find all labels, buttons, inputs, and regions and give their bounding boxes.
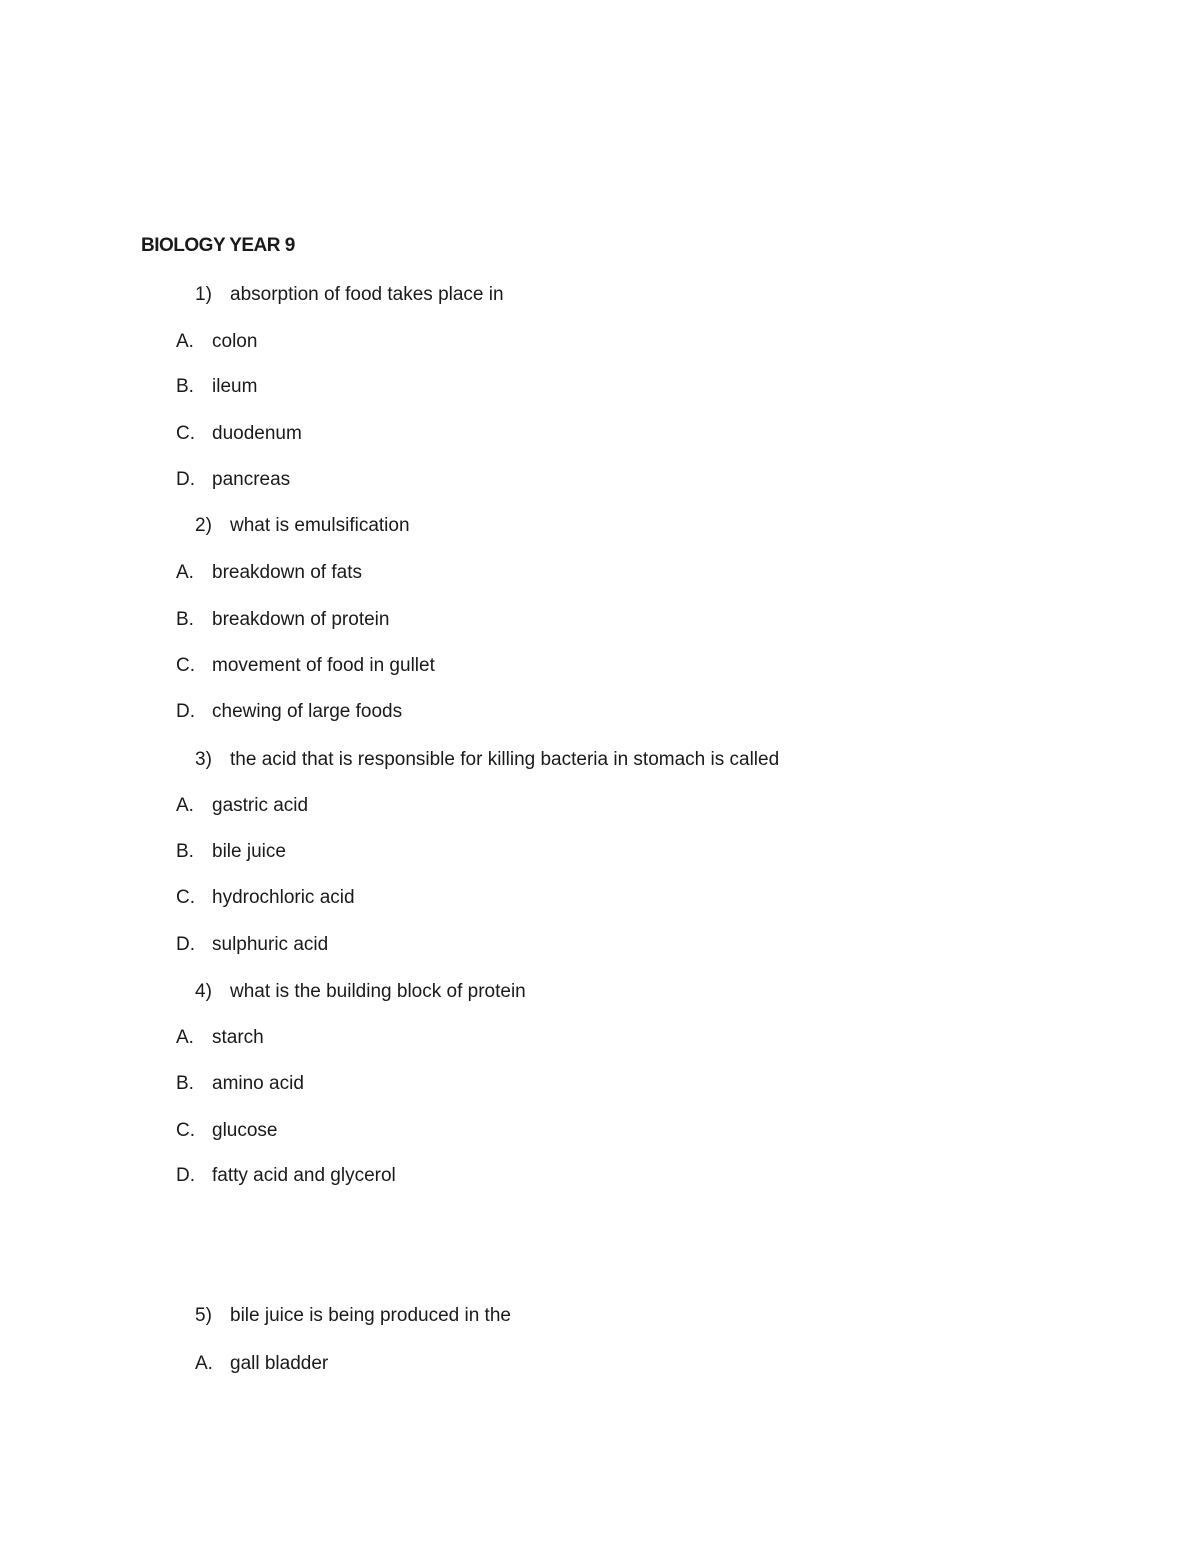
option-letter: B.	[176, 841, 194, 862]
option-text: breakdown of protein	[212, 609, 390, 630]
option-text: hydrochloric acid	[212, 887, 355, 908]
option-letter: D.	[176, 469, 195, 490]
option-text: duodenum	[212, 423, 302, 444]
option-letter: A.	[176, 331, 194, 352]
question-number: 4)	[195, 981, 212, 1002]
option-letter: C.	[176, 1120, 195, 1141]
option-letter: C.	[176, 655, 195, 676]
question-text: bile juice is being produced in the	[230, 1305, 511, 1326]
option-text: fatty acid and glycerol	[212, 1165, 396, 1186]
option-text: amino acid	[212, 1073, 304, 1094]
question-number: 2)	[195, 515, 212, 536]
option-letter: C.	[176, 423, 195, 444]
option-letter: B.	[176, 1073, 194, 1094]
option-text: chewing of large foods	[212, 701, 403, 722]
option-text: glucose	[212, 1120, 278, 1141]
option-text: gastric acid	[212, 795, 309, 816]
question-text: what is emulsification	[230, 515, 410, 536]
option-text: ileum	[212, 376, 258, 397]
option-letter: A.	[195, 1353, 213, 1374]
option-letter: A.	[176, 562, 194, 583]
question-number: 3)	[195, 749, 212, 770]
option-letter: B.	[176, 609, 194, 630]
option-text: bile juice	[212, 841, 286, 862]
option-letter: A.	[176, 1027, 194, 1048]
question-text: the acid that is responsible for killing bacteria in stomach is called	[230, 749, 780, 770]
document-title: BIOLOGY YEAR 9	[141, 235, 295, 256]
option-letter: D.	[176, 701, 195, 722]
option-letter: B.	[176, 376, 194, 397]
question-number: 5)	[195, 1305, 212, 1326]
option-text: breakdown of fats	[212, 562, 362, 583]
option-text: pancreas	[212, 469, 291, 490]
option-letter: D.	[176, 934, 195, 955]
question-number: 1)	[195, 284, 212, 305]
option-letter: D.	[176, 1165, 195, 1186]
option-text: colon	[212, 331, 258, 352]
option-text: movement of food in gullet	[212, 655, 435, 676]
option-text: sulphuric acid	[212, 934, 329, 955]
option-text: gall bladder	[230, 1353, 329, 1374]
question-text: absorption of food takes place in	[230, 284, 504, 305]
option-letter: C.	[176, 887, 195, 908]
question-text: what is the building block of protein	[230, 981, 526, 1002]
option-letter: A.	[176, 795, 194, 816]
option-text: starch	[212, 1027, 264, 1048]
